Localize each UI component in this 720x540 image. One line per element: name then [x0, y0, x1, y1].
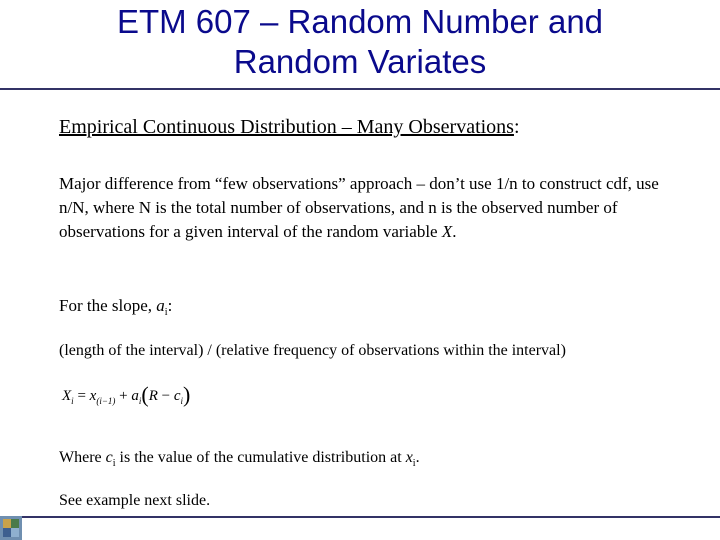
formula-r: R	[148, 388, 158, 404]
title-line-1: ETM 607 – Random Number and	[116, 3, 604, 40]
formula-c: c	[173, 388, 181, 404]
formula-lhs-sub: i	[71, 396, 74, 406]
formula-lhs: X	[62, 388, 72, 404]
section-heading	[59, 115, 679, 139]
where-x: x	[405, 449, 413, 466]
formula-open-paren: (	[141, 382, 149, 407]
formula-close-paren: )	[183, 382, 191, 407]
slope-sub: i	[164, 307, 168, 318]
formula-equals: =	[73, 388, 90, 404]
formula-x-sub: (i−1)	[96, 396, 116, 406]
section-heading-text: Empirical Continuous Distribution – Many Observations	[59, 116, 514, 138]
slope-prefix: For the slope,	[59, 296, 157, 315]
explanation-variable: X	[441, 222, 453, 241]
section-heading-colon: :	[513, 116, 520, 138]
slope-suffix: :	[167, 296, 173, 315]
see-example-note: See example next slide.	[59, 492, 211, 509]
footer-divider	[0, 516, 720, 518]
slope-definition: (length of the interval) / (relative frequency of observations within the interval)	[59, 342, 566, 359]
formula-a: a	[131, 388, 139, 404]
explanation-paragraph	[59, 172, 679, 244]
formula-plus: +	[115, 388, 132, 404]
slope-label	[59, 294, 679, 325]
variate-formula	[62, 378, 282, 418]
corner-logo-icon	[0, 516, 22, 540]
slope-var: a	[156, 296, 165, 315]
where-c-sub: i	[112, 458, 116, 469]
formula-a-sub: i	[138, 396, 142, 406]
formula-x: x	[89, 388, 97, 404]
where-suffix: .	[415, 449, 420, 466]
formula-minus: −	[157, 388, 174, 404]
where-x-sub: i	[412, 458, 416, 469]
title-line-2: Random Variates	[233, 43, 487, 80]
title-divider	[0, 88, 720, 90]
where-prefix: Where	[59, 449, 106, 466]
explanation-text: Major difference from “few observations” approach – don’t use 1/n to construct cdf, use n/N, where N is the total number of observations, and n is the observed number of observations for a given interval of the random variable	[59, 174, 659, 241]
where-c: c	[105, 449, 113, 466]
formula-c-sub: i	[180, 396, 184, 406]
where-note	[59, 447, 679, 475]
slide-title	[0, 2, 720, 82]
where-middle: is the value of the cumulative distribution at	[115, 449, 406, 466]
explanation-end: .	[452, 222, 457, 241]
